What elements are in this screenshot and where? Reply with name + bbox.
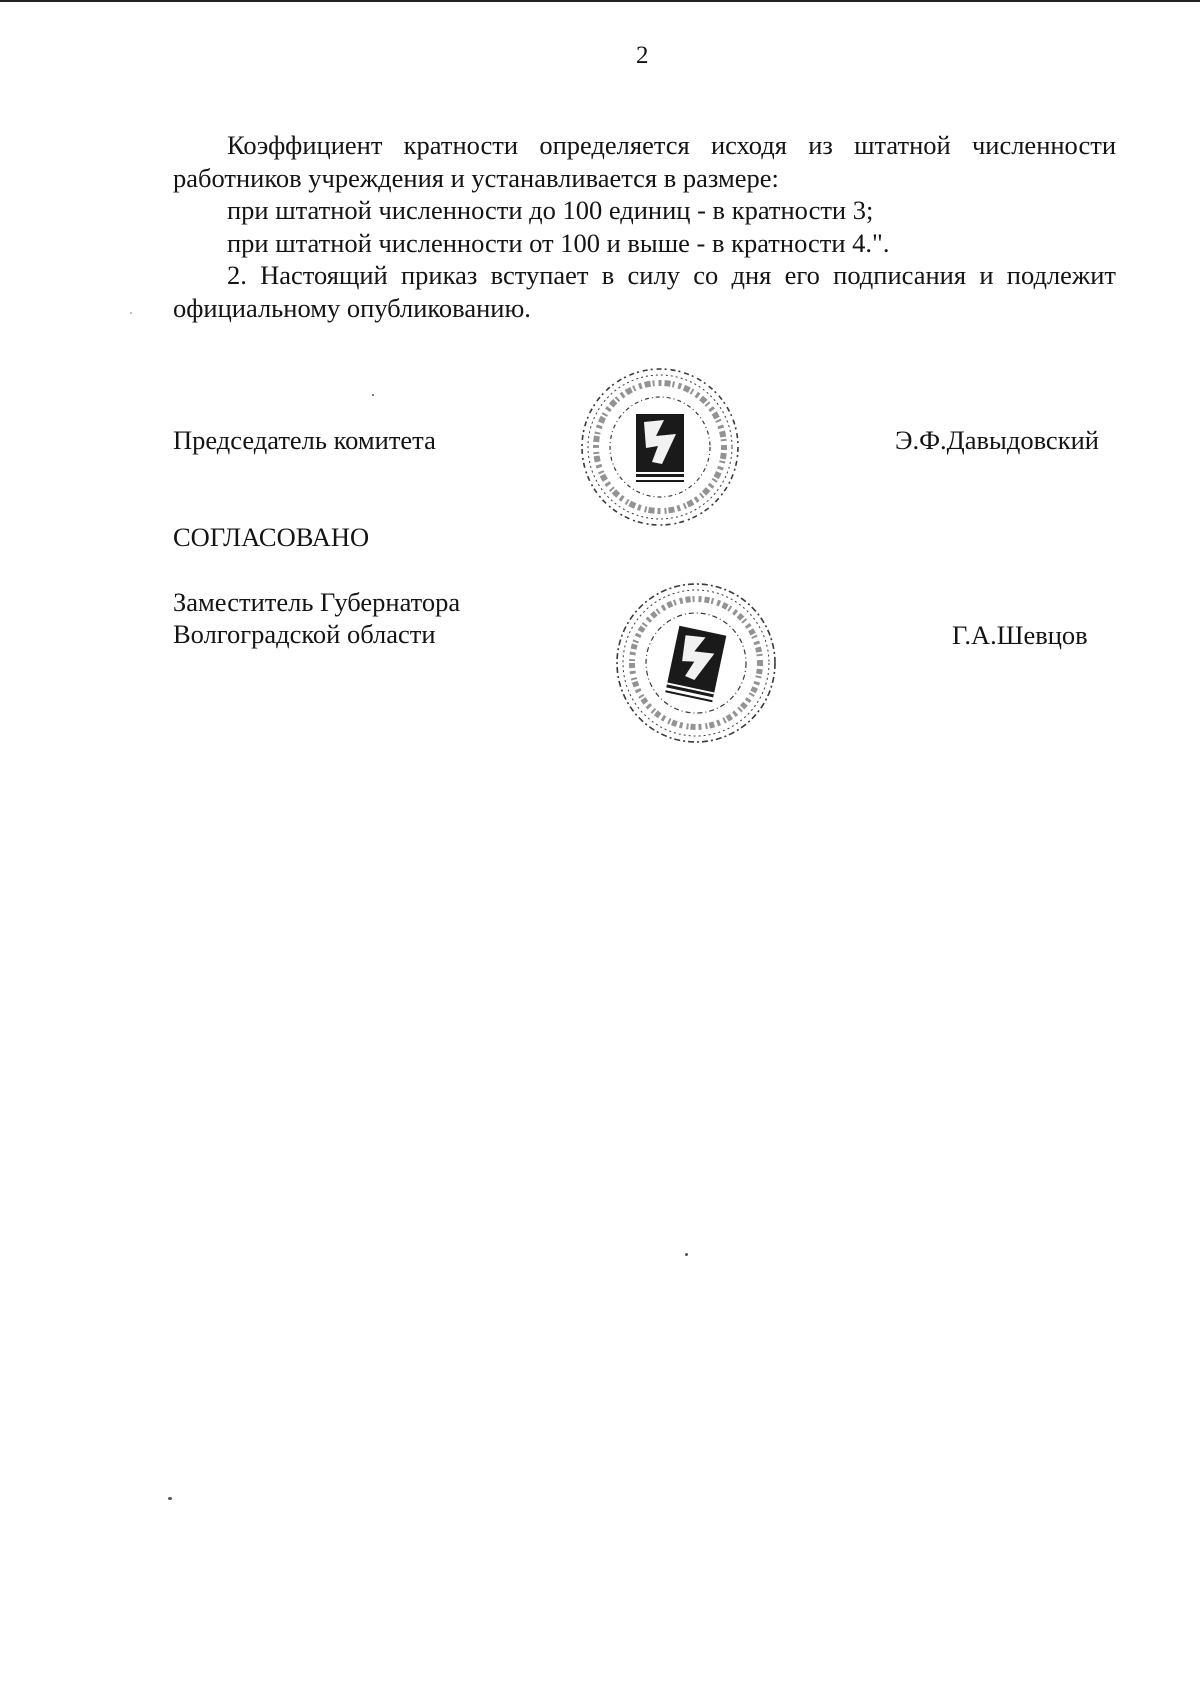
ratio-line-over-100: при штатной численности от 100 и выше - в кратности 4.". (227, 227, 890, 258)
page-number: 2 (636, 42, 649, 69)
scan-speck (168, 1497, 172, 1500)
scan-speck (130, 312, 132, 314)
deputy-name: Г.А.Шевцов (952, 620, 1088, 650)
seal-committee-2 (612, 580, 780, 746)
scan-top-edge (0, 0, 1200, 2)
coefficient-paragraph: Коэффициент кратности определяется исходя из штатной численности работников учреждения и устанавливается в размере: (173, 130, 1116, 193)
scan-speck (372, 394, 374, 396)
deputy-title-line2: Волгоградской области (173, 619, 436, 649)
entry-into-force-paragraph: 2. Настоящий приказ вступает в силу со дня его подписания и подлежит официальному опубликованию. (173, 260, 1116, 323)
agreed-heading: СОГЛАСОВАНО (173, 522, 370, 552)
ratio-line-under-100: при штатной численности до 100 единиц - в кратности 3; (227, 195, 874, 225)
chairman-name: Э.Ф.Давыдовский (895, 425, 1099, 455)
order-body-text (173, 129, 1116, 324)
scan-speck (685, 1253, 688, 1256)
deputy-title-line1: Заместитель Губернатора (173, 587, 461, 617)
chairman-title: Председатель комитета (173, 425, 436, 455)
seal-committee-1 (578, 364, 742, 530)
